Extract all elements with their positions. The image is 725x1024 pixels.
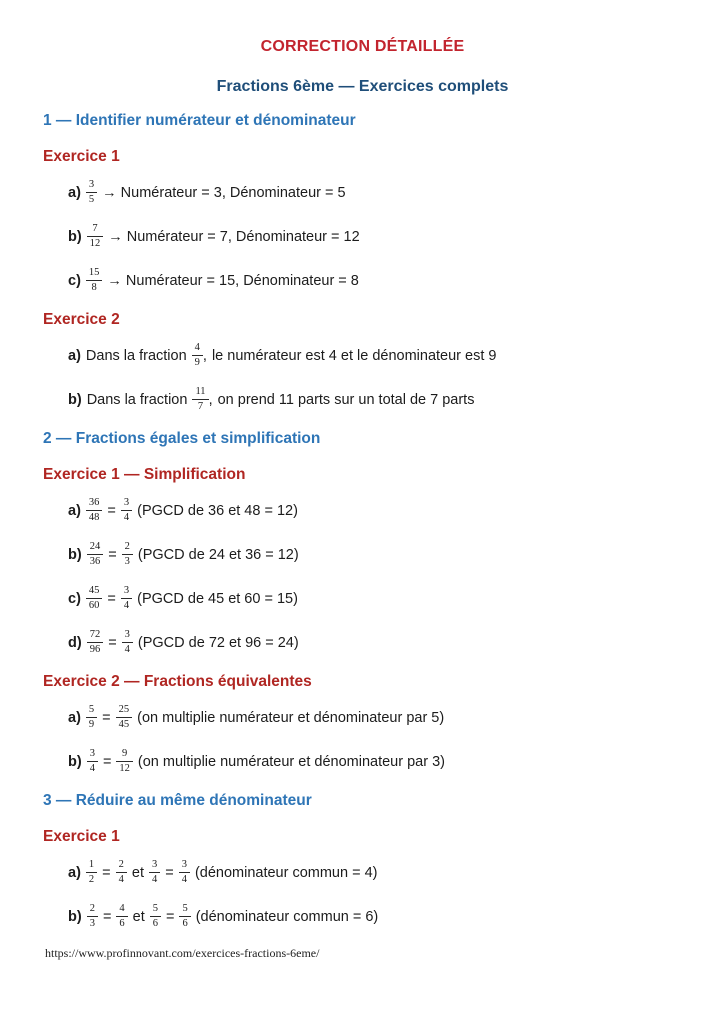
fraction-stack [150, 903, 161, 930]
exercise-heading: Exercice 1 [43, 148, 120, 165]
fraction-denominator: 9 [194, 356, 200, 368]
item-text: le numérateur est 4 et le dénominateur est 9 [211, 348, 497, 364]
fraction-numerator: 15 [86, 267, 103, 281]
item-text: (dénominateur commun = 4) [194, 865, 378, 881]
section-heading: 2 — Fractions égales et simplification [43, 430, 321, 447]
item-text: et [132, 909, 145, 925]
fraction [86, 266, 103, 297]
fraction-numerator: 7 [87, 223, 104, 237]
fraction-stack [116, 859, 127, 886]
exercise-item [68, 341, 682, 372]
exercise-item [68, 496, 682, 527]
item-label: b) [68, 909, 82, 925]
fraction [116, 747, 133, 778]
item-label: a) [68, 710, 81, 726]
fraction-numerator: 45 [86, 585, 103, 599]
exercise-heading: Exercice 2 — Fractions équivalentes [43, 673, 312, 690]
fraction [116, 858, 127, 889]
item-label: b) [68, 754, 82, 770]
item-label: a) [68, 348, 81, 364]
fraction-denominator: 6 [119, 917, 125, 929]
fraction-numerator: 5 [86, 704, 97, 718]
fraction-stack [149, 859, 160, 886]
fraction-denominator: 9 [88, 718, 95, 730]
fraction-numerator: 25 [116, 704, 133, 718]
fraction [121, 496, 132, 527]
item-label: a) [68, 865, 81, 881]
fraction-stack [192, 342, 203, 369]
fraction-stack [86, 497, 103, 524]
item-text: (dénominateur commun = 6) [195, 909, 379, 925]
fraction-numerator: 72 [87, 629, 104, 643]
exercise-item [68, 747, 682, 778]
item-text: (PGCD de 45 et 60 = 15) [137, 591, 298, 607]
item-label: c) [68, 591, 81, 607]
fraction-numerator: 2 [116, 859, 127, 873]
item-label: a) [68, 503, 81, 519]
fraction-denominator: 36 [89, 555, 101, 567]
fraction [179, 902, 190, 933]
fraction-denominator: 12 [89, 237, 101, 249]
fraction-denominator: 45 [118, 718, 130, 730]
item-label: b) [68, 229, 82, 245]
item-label: a) [68, 185, 81, 201]
fraction-denominator: 5 [88, 193, 95, 205]
fraction-denominator: 4 [124, 643, 130, 655]
document-body [43, 112, 682, 933]
fraction-stack [116, 903, 127, 930]
fraction [87, 747, 98, 778]
fraction [149, 858, 160, 889]
item-label: b) [68, 392, 82, 408]
item-label: c) [68, 273, 81, 289]
fraction [86, 178, 97, 209]
fraction-denominator: 4 [89, 762, 95, 774]
item-text: = [108, 635, 117, 651]
fraction-stack [86, 267, 103, 294]
exercise-item [68, 703, 682, 734]
fraction-stack [122, 629, 133, 656]
exercise-item [68, 628, 682, 659]
fraction [87, 222, 104, 253]
fraction [86, 584, 103, 615]
exercise-heading: Exercice 1 — Simplification [43, 466, 246, 483]
item-text: Dans la fraction [86, 392, 188, 408]
fraction [87, 540, 104, 571]
footer-url: https://www.profinnovant.com/exercices-fractions-6eme/ [45, 946, 320, 960]
exercise-item [68, 178, 682, 209]
exercise-item [68, 902, 682, 933]
item-text: = [108, 547, 117, 563]
fraction-denominator: 96 [89, 643, 101, 655]
fraction-stack [122, 541, 133, 568]
fraction-numerator: 3 [87, 748, 98, 762]
fraction-stack [87, 541, 104, 568]
fraction [87, 628, 104, 659]
fraction-stack [121, 497, 132, 524]
fraction-numerator: 1 [86, 859, 97, 873]
item-text: (PGCD de 72 et 96 = 24) [137, 635, 299, 651]
fraction [192, 385, 212, 416]
exercise-item [68, 222, 682, 253]
fraction-numerator: 36 [86, 497, 103, 511]
fraction-numerator: 3 [122, 629, 133, 643]
fraction [121, 584, 132, 615]
exercise-item [68, 266, 682, 297]
item-text: = [102, 865, 111, 881]
fraction-stack [87, 903, 98, 930]
fraction-stack [86, 585, 103, 612]
fraction-stack [86, 859, 97, 886]
fraction-denominator: 4 [118, 873, 124, 885]
fraction [192, 341, 207, 372]
fraction-denominator: 4 [181, 873, 187, 885]
fraction-denominator: 6 [152, 917, 158, 929]
fraction [150, 902, 161, 933]
fraction-stack [86, 704, 97, 731]
item-text: = [166, 909, 175, 925]
exercise-item [68, 385, 682, 416]
fraction-denominator: 6 [182, 917, 188, 929]
fraction-numerator: 2 [122, 541, 133, 555]
item-text: (on multiplie numérateur et dénominateur par 5) [137, 710, 445, 726]
fraction-stack [192, 386, 208, 413]
item-text: → Numérateur = 15, Dénominateur = 8 [107, 273, 359, 289]
document-title: CORRECTION DÉTAILLÉE [260, 38, 465, 55]
item-text: (PGCD de 36 et 48 = 12) [137, 503, 298, 519]
fraction-numerator: 4 [192, 342, 203, 356]
item-text: = [165, 865, 174, 881]
item-text: = [102, 909, 112, 925]
fraction-denominator: 3 [124, 555, 130, 567]
fraction [116, 902, 127, 933]
document-subtitle: Fractions 6ème — Exercices complets [216, 78, 509, 95]
fraction [86, 858, 97, 889]
item-text: = [102, 710, 111, 726]
item-text: → Numérateur = 7, Dénominateur = 12 [108, 229, 360, 245]
fraction-denominator: 8 [91, 281, 97, 293]
item-label: b) [68, 547, 82, 563]
exercise-heading: Exercice 1 [43, 828, 120, 845]
item-text: Dans la fraction [85, 348, 187, 364]
fraction-denominator: 2 [88, 873, 95, 885]
fraction-numerator: 3 [86, 179, 97, 193]
section-heading: 3 — Réduire au même dénominateur [43, 792, 312, 809]
fraction-numerator: 9 [116, 748, 133, 762]
fraction [87, 902, 98, 933]
fraction-numerator: 24 [87, 541, 104, 555]
fraction [86, 703, 97, 734]
item-text: (on multiplie numérateur et dénominateur par 3) [137, 754, 445, 770]
item-text: (PGCD de 24 et 36 = 12) [137, 547, 299, 563]
fraction-numerator: 5 [179, 903, 190, 917]
fraction-numerator: 2 [87, 903, 98, 917]
item-text: = [102, 754, 112, 770]
fraction [122, 628, 133, 659]
fraction-denominator: 48 [88, 511, 100, 523]
section-heading: 1 — Identifier numérateur et dénominateur [43, 112, 356, 129]
fraction-stack [121, 585, 132, 612]
fraction [116, 703, 133, 734]
fraction-denominator: 12 [119, 762, 130, 774]
item-text: = [107, 591, 116, 607]
fraction-suffix: , [208, 392, 213, 408]
fraction-numerator: 3 [121, 497, 132, 511]
exercise-item [68, 858, 682, 889]
fraction-stack [116, 748, 133, 775]
fraction-denominator: 4 [123, 511, 130, 523]
item-label: d) [68, 635, 82, 651]
fraction-numerator: 5 [150, 903, 161, 917]
fraction [179, 858, 190, 889]
exercise-heading: Exercice 2 [43, 311, 120, 328]
fraction-denominator: 3 [89, 917, 95, 929]
exercise-item [68, 540, 682, 571]
fraction-numerator: 3 [179, 859, 190, 873]
fraction-stack [87, 629, 104, 656]
item-text: on prend 11 parts sur un total de 7 parts [217, 392, 475, 408]
fraction-denominator: 4 [151, 873, 158, 885]
fraction-stack [179, 903, 190, 930]
fraction-numerator: 3 [121, 585, 132, 599]
exercise-item [68, 584, 682, 615]
fraction-numerator: 11 [192, 386, 208, 400]
fraction-numerator: 3 [149, 859, 160, 873]
fraction-denominator: 60 [88, 599, 100, 611]
fraction-numerator: 4 [116, 903, 127, 917]
fraction-stack [87, 748, 98, 775]
fraction [122, 540, 133, 571]
fraction-stack [87, 223, 104, 250]
fraction-stack [179, 859, 190, 886]
fraction-stack [116, 704, 133, 731]
item-text: = [107, 503, 116, 519]
fraction [86, 496, 103, 527]
fraction-denominator: 7 [197, 400, 204, 412]
fraction-suffix: , [202, 348, 207, 364]
fraction-stack [86, 179, 97, 206]
fraction-denominator: 4 [123, 599, 130, 611]
item-text: et [131, 865, 144, 881]
item-text: → Numérateur = 3, Dénominateur = 5 [102, 185, 346, 201]
